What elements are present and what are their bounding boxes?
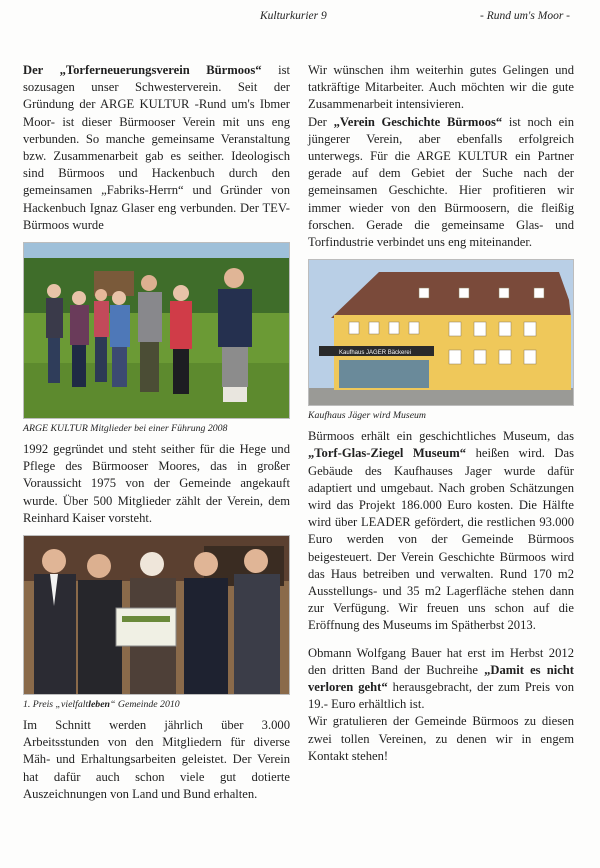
tev-history-paragraph: 1992 gegründet und steht seither für die Hege und Pflege des Bürmooser Moores, das in großer Voraussicht 1975 von der Gemeinde angekauft wurde. Über 500 Mitglieder zählt der Verein, dem Reinhard Kaiser vorsteht. — [23, 442, 290, 525]
museum-paragraph — [308, 428, 574, 634]
intro-text: ist sozusagen unser Schwesterverein. Seit der Gründung der ARGE KULTUR -Rund um's Ibmer Moor- ist dieser Bürmooser Verein mit uns eng verbunden. So manche gemeinsame Veranstaltung bzw. Zusammenarbeit gab es seither. Ideologisch sind Bürmoos und Hackenbuch durch den gemeinsamen „Fabriks-Herrn“ und Gründer von Hackenbuch Ignaz Glaser eng verbunden. Der TEV-Bürmoos wurde — [23, 63, 290, 232]
museum-title: „Torf-Glas-Ziegel Museum“ — [308, 446, 467, 461]
vg-text: ist noch ein jüngerer Verein, aber ebenfalls erfolgreich unterwegs. Für die ARGE KULTUR ein Partner gerade auf dem Gebiet der Suche nach der gemeinsamen Geschichte. Hier profitieren wir immer wieder von den Bürmoosern, die fleißig forschen. Gerade die gemeinsame Glas- und Torfindustrie verbindet uns eng miteinander. — [308, 114, 574, 250]
book-title: „Damit es nicht verloren geht“ — [308, 662, 574, 695]
page-header — [0, 10, 600, 40]
book-text: herausgebracht, der zum Preis von 19.- Euro erhältlich ist. — [308, 680, 574, 712]
left-column — [23, 62, 290, 803]
photo-kaufhaus-caption: Kaufhaus Jäger wird Museum — [308, 410, 427, 422]
wishes-paragraph: Wir wünschen ihm weiterhin gutes Gelingen und tatkräftige Mitarbeiter. Auch möchten wir die gute Zusammenarbeit intensivieren. — [308, 63, 574, 112]
verein-geschichte-paragraph — [308, 114, 574, 252]
photo-kaufhaus-jaeger — [308, 259, 574, 406]
photo-group-tour-caption: ARGE KULTUR Mitglieder bei einer Führung 2008 — [23, 423, 228, 435]
award-caption-bold: leben — [88, 699, 110, 711]
photo-award-caption — [23, 698, 290, 711]
congrats-paragraph: Wir gratulieren der Gemeinde Bürmoos zu diesen zwei tollen Vereinen, zu denen wir in engem Kontakt stehen! — [308, 714, 574, 763]
museum-pre: Bürmoos erhält ein geschichtliches Museum, das — [308, 429, 574, 444]
book-pre: Obmann Wolfgang Bauer hat erst im Herbst 2012 den dritten Band der Buchreihe — [308, 645, 574, 677]
magazine-title: Kulturkurier 9 — [260, 10, 327, 22]
work-hours-paragraph: Im Schnitt werden jährlich über 3.000 Arbeitsstunden von den Mitgliedern für diverse Mäh- und Erhaltungsarbeiten geleistet. Der Verein hat dafür auch schon viele gut dotierte Auszeichnungen von Land und Bund erhalten. — [23, 718, 290, 801]
intro-title: Der „Torferneuerungsverein Bürmoos“ — [23, 63, 262, 77]
award-caption-pre: 1. Preis „ — [23, 699, 62, 711]
kaufhaus-sign: Kaufhaus JAGER Bäckerei — [339, 350, 412, 357]
right-column — [308, 62, 574, 765]
vg-pre: Der — [308, 114, 334, 129]
photo-group-tour — [23, 242, 290, 419]
vg-title: „Verein Geschichte Bürmoos“ — [333, 114, 503, 129]
photo-award-ceremony — [23, 535, 290, 695]
award-caption-mid: vielfalt — [61, 699, 89, 711]
museum-text: heißen wird. Das Gebäude des Kaufhauses Jager wurde dafür adaptiert und umgebaut. Nach groben Schätzungen wird das Projekt 186.000 Euro kosten. Die Hälfte wird über LEADER gefördert, die restlichen 93.000 Euro werden von der Gemeinde Bürmoos beigesteuert. Der Verein Geschichte Bürmoos wird das Haus betreiben und verwalten. Rund 170 m2 Ausstellungs- und 35 m2 Lagerfläche stehen dann zur Verfügung. Wir freuen uns schon auf die Eröffnung des Museums im Spätherbst 2013. — [308, 446, 574, 633]
book-paragraph — [308, 645, 574, 714]
award-caption-post: “ Gemeinde 2010 — [110, 699, 180, 711]
intro-paragraph — [23, 62, 290, 234]
section-title: - Rund um's Moor - — [480, 10, 570, 22]
